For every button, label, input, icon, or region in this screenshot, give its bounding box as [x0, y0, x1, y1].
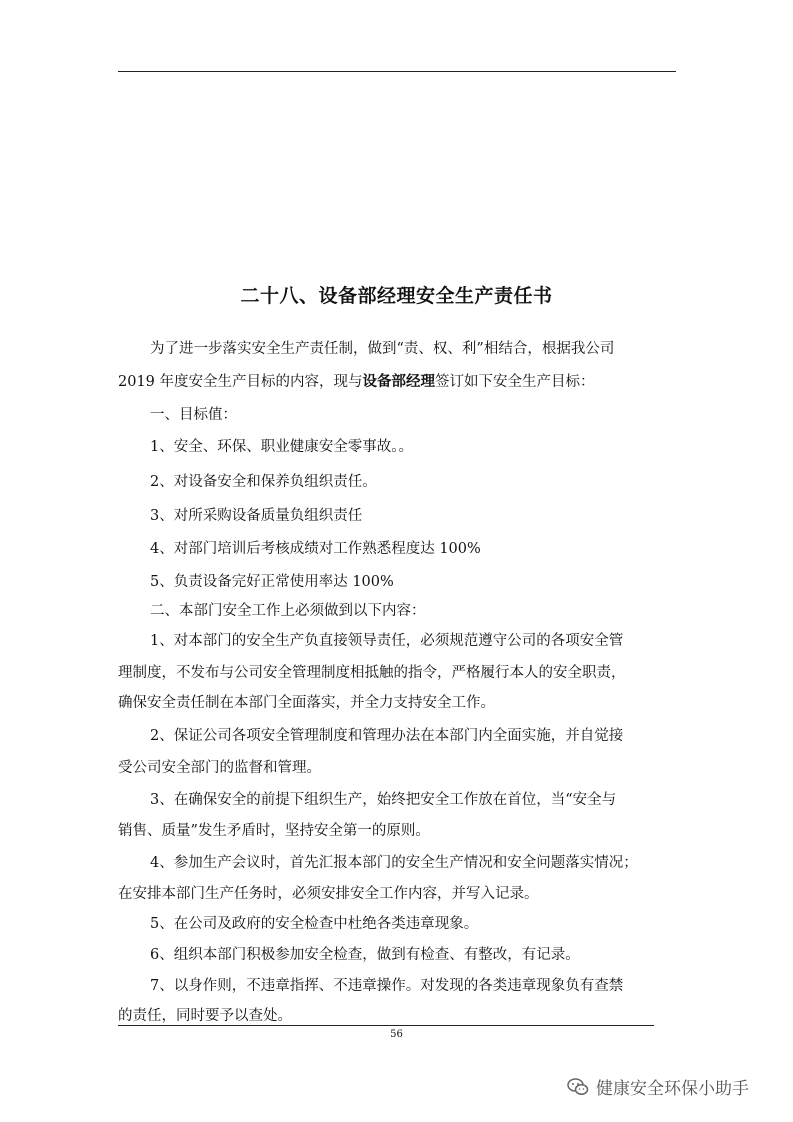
list-item: 5、负责设备完好正常使用率达 100%: [150, 574, 394, 590]
list-item: 4、对部门培训后考核成绩对工作熟悉程度达 100%: [150, 541, 481, 557]
section-heading: 一、目标值：: [150, 407, 237, 423]
intro-bold-party: 设备部经理: [362, 373, 436, 390]
paragraph-line: 确保安全责任制在本部门全面落实，并全力支持安全工作。: [118, 695, 495, 711]
paragraph-line: 3、在确保安全的前提下组织生产，始终把安全工作放在首位，当“安全与: [150, 792, 617, 808]
paragraph-line: 4、参加生产会议时，首先汇报本部门的安全生产情况和安全问题落实情况；: [150, 855, 638, 871]
wechat-icon: [566, 1075, 590, 1099]
paragraph-line: 1、对本部门的安全生产负直接领导责任，必须规范遵守公司的各项安全管: [150, 633, 624, 649]
intro-text: 签订如下安全生产目标：: [435, 374, 595, 390]
page-title: 二十八、设备部经理安全生产责任书: [240, 285, 553, 307]
paragraph-line: 的责任，同时要予以查处。: [118, 1008, 292, 1024]
intro-text: 2019 年度安全生产目标的内容，现与: [118, 374, 363, 390]
paragraph-line: 2、保证公司各项安全管理制度和管理办法在本部门内全面实施，并自觉接: [150, 728, 624, 744]
paragraph-line: 5、在公司及政府的安全检查中杜绝各类违章现象。: [150, 916, 479, 932]
paragraph-line: 理制度，不发布与公司安全管理制度相抵触的指令，严格履行本人的安全职责，: [118, 665, 626, 681]
watermark-text: 健康安全环保小助手: [596, 1079, 749, 1099]
list-item: 3、对所采购设备质量负组织责任: [150, 508, 363, 524]
intro-line-1: 为了进一步落实安全生产责任制，做到“责、权、利”相结合，根据我公司: [150, 341, 615, 357]
paragraph-line: 在安排本部门生产任务时，必须安排安全工作内容，并写入记录。: [118, 886, 539, 902]
paragraph-line: 7、以身作则，不违章指挥、不违章操作。对发现的各类违章现象负有查禁: [150, 978, 624, 994]
intro-line-2: [118, 372, 595, 392]
footer-rule: [118, 1025, 654, 1026]
watermark: [566, 1074, 749, 1099]
page-number: 56: [390, 1029, 403, 1040]
paragraph-line: 受公司安全部门的监督和管理。: [118, 760, 321, 776]
list-item: 2、对设备安全和保养负组织责任。: [150, 474, 377, 490]
list-item: 1、安全、环保、职业健康安全零事故。。: [150, 439, 413, 455]
paragraph-line: 销售、质量”发生矛盾时，坚持安全第一的原则。: [118, 823, 430, 839]
section-heading: 二、本部门安全工作上必须做到以下内容：: [150, 603, 426, 619]
header-rule: [118, 71, 676, 72]
paragraph-line: 6、组织本部门积极参加安全检查，做到有检查、有整改，有记录。: [150, 947, 580, 963]
